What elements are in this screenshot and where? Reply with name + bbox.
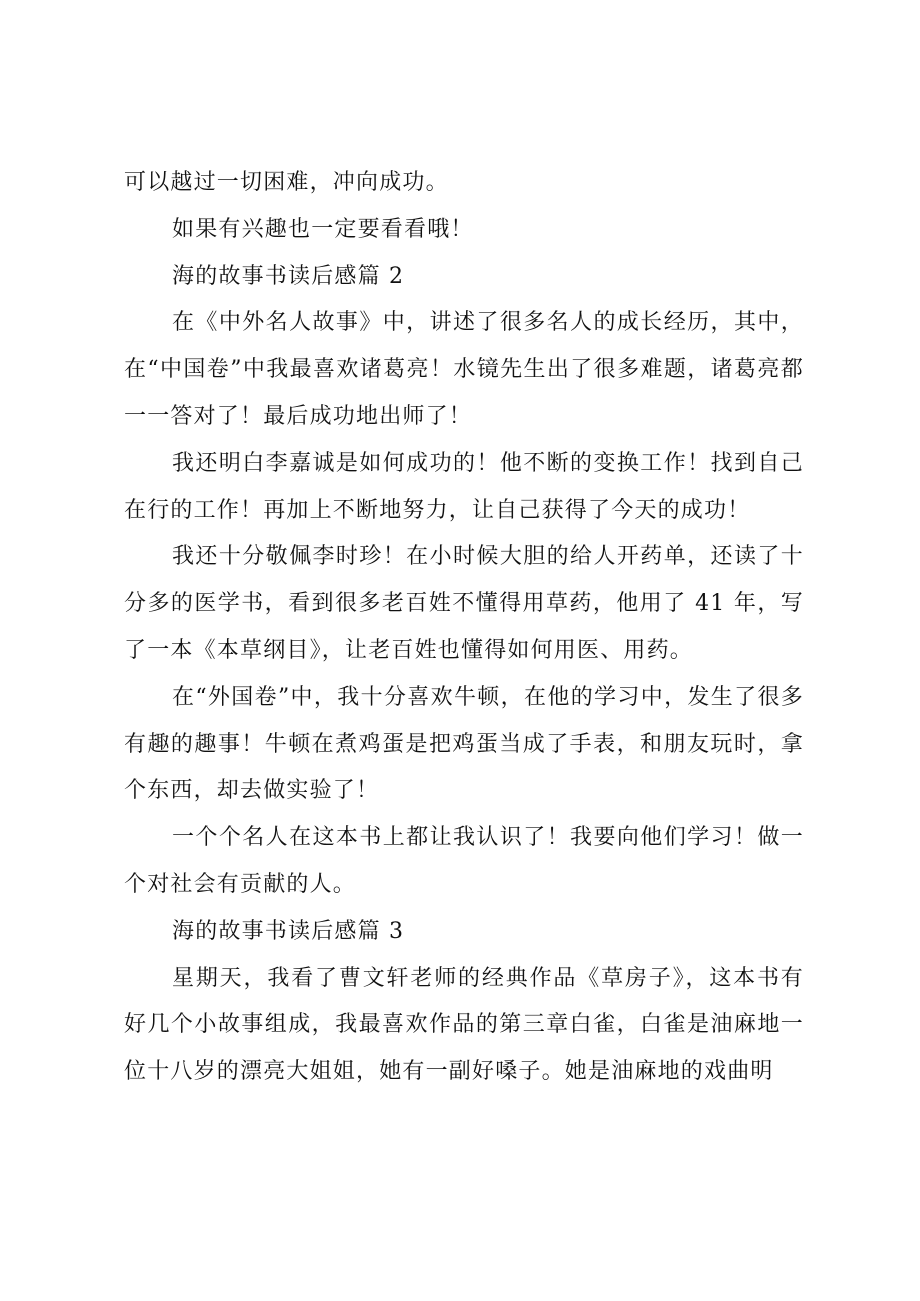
paragraph: 如果有兴趣也一定要看看哦！	[172, 216, 474, 242]
paragraph-continuation: 可以越过一切困难，冲向成功。	[124, 170, 449, 195]
section-heading: 海的故事书读后感篇 3	[172, 918, 405, 944]
paragraph: 我还明白李嘉诚是如何成功的！他不断的变换工作！找到自己在行的工作！再加上不断地努力，让自己获得了今天的成功！	[124, 450, 804, 523]
paragraph: 一个个名人在这本书上都让我认识了！我要向他们学习！做一个对社会有贡献的人。	[124, 825, 804, 897]
paragraph: 在“外国卷”中，我十分喜欢牛顿，在他的学习中，发生了很多有趣的趣事！牛顿在煮鸡蛋是把鸡蛋当成了手表，和朋友玩时，拿个东西，却去做实验了！	[124, 684, 804, 804]
paragraph: 星期天，我看了曹文轩老师的经典作品《草房子》，这本书有好几个小故事组成，我最喜欢作品的第三章白雀，白雀是油麻地一位十八岁的漂亮大姐姐，她有一副好嗓子。她是油麻地的戏曲明	[124, 965, 804, 1085]
section-heading: 海的故事书读后感篇 2	[172, 263, 405, 289]
document-body	[124, 160, 804, 1096]
paragraph: 我还十分敬佩李时珍！在小时候大胆的给人开药单，还读了十分多的医学书，看到很多老百姓不懂得用草药，他用了 41 年，写了一本《本草纲目》，让老百姓也懂得如何用医、用药。	[124, 544, 804, 663]
paragraph: 在《中外名人故事》中，讲述了很多名人的成长经历，其中，在“中国卷”中我最喜欢诸葛亮！水镜先生出了很多难题，诸葛亮都一一答对了！最后成功地出师了！	[124, 310, 804, 429]
